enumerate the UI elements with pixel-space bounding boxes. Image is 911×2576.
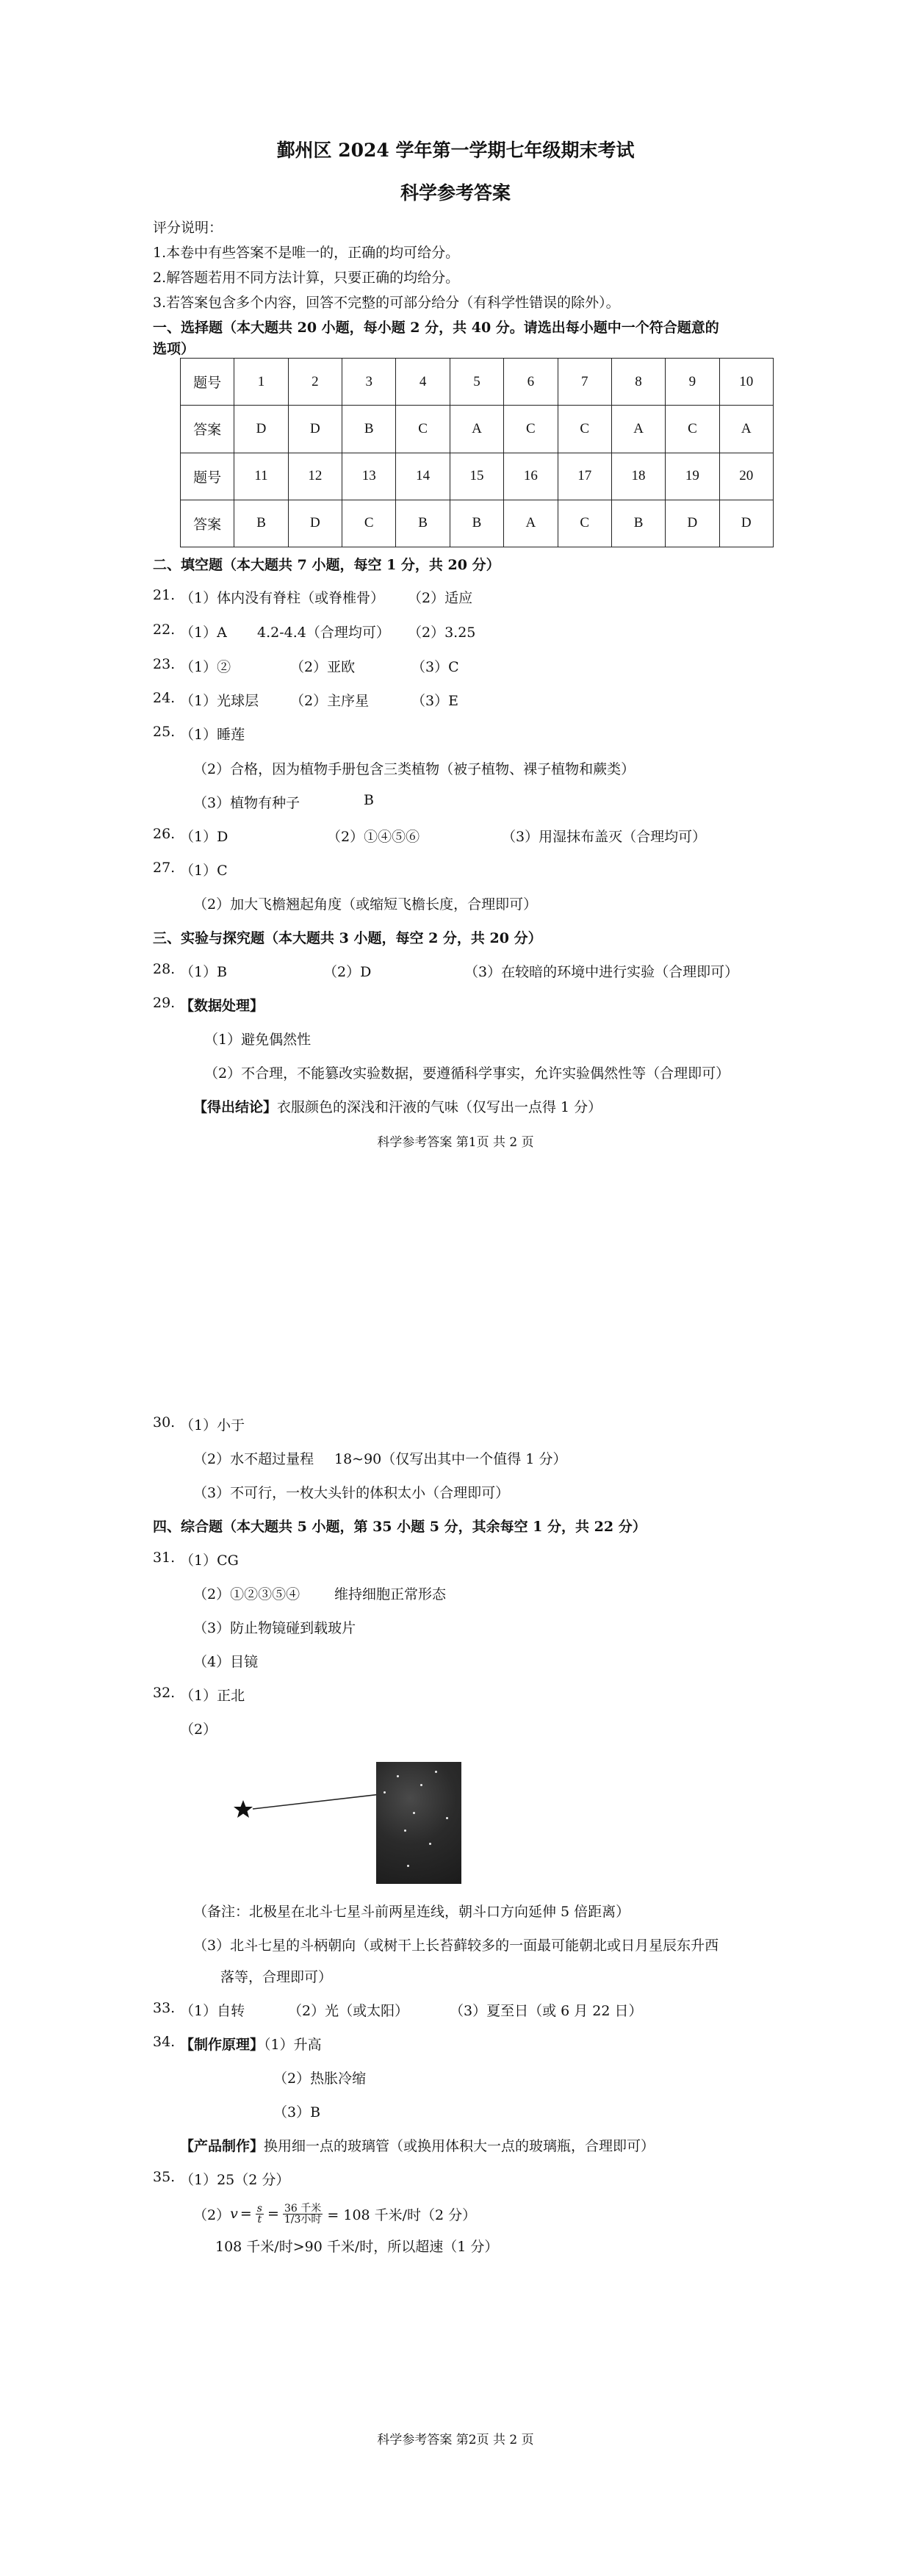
question-number: 9 bbox=[666, 359, 719, 406]
q26-answer-2: （2）①④⑤⑥ bbox=[327, 829, 420, 845]
q28-answer-3: （3）在较暗的环境中进行实验（合理即可） bbox=[464, 964, 739, 980]
q32-answer-3-cont: 落等，合理即可） bbox=[220, 1969, 333, 1985]
question-number: 2 bbox=[288, 359, 342, 406]
answer-cell: B bbox=[611, 500, 665, 547]
q34-answer-3: （3）B bbox=[273, 2104, 321, 2120]
question-number: 14 bbox=[396, 453, 450, 500]
answer-cell: C bbox=[558, 500, 611, 547]
q33-answer-1: （1）自转 bbox=[180, 2003, 245, 2019]
q26-answer-1: （1）D bbox=[180, 829, 228, 845]
q34-number: 34. bbox=[153, 2034, 176, 2050]
answer-cell: D bbox=[666, 500, 719, 547]
q35-number: 35. bbox=[153, 2169, 176, 2185]
question-number: 5 bbox=[450, 359, 503, 406]
note-1: 1.本卷中有些答案不是唯一的，正确的均可给分。 bbox=[153, 245, 460, 261]
answer-cell: D bbox=[288, 500, 342, 547]
equals-sign: = bbox=[267, 2206, 279, 2222]
q21-answer-2: （2）适应 bbox=[408, 590, 473, 606]
row-label: 题号 bbox=[181, 453, 234, 500]
q26-answer-3: （3）用湿抹布盖灭（合理均可） bbox=[502, 829, 707, 845]
q30-answer-2b: 18~90（仅写出其中一个值得 1 分） bbox=[334, 1451, 567, 1467]
q32-number: 32. bbox=[153, 1685, 176, 1701]
q26-number: 26. bbox=[153, 826, 176, 842]
q24-answer-3: （3）E bbox=[411, 693, 458, 709]
q23-number: 23. bbox=[153, 656, 176, 672]
note-3: 3.若答案包含多个内容，回答不完整的可部分给分（有科学性错误的除外）。 bbox=[153, 295, 620, 311]
doc-title: 鄞州区 2024 学年第一学期七年级期末考试 bbox=[276, 140, 635, 161]
q33-number: 33. bbox=[153, 2000, 176, 2016]
polaris-star-icon bbox=[234, 1800, 253, 1818]
fraction-numerator: 36 千米 bbox=[284, 2202, 322, 2215]
question-number: 18 bbox=[611, 453, 665, 500]
q22-answer-1: （1）A bbox=[180, 625, 227, 641]
fraction-numerator: s bbox=[256, 2202, 262, 2215]
note-2: 2.解答题若用不同方法计算，只要正确的均给分。 bbox=[153, 270, 460, 286]
section4-heading: 四、综合题（本大题共 5 小题，第 35 小题 5 分，其余每空 1 分，共 22 分） bbox=[153, 1519, 647, 1535]
q34-tag-production: 【产品制作】 bbox=[180, 2138, 264, 2154]
q27-answer-1: （1）C bbox=[180, 863, 228, 879]
q29-tag-data: 【数据处理】 bbox=[180, 998, 264, 1014]
q30-answer-1: （1）小于 bbox=[180, 1417, 245, 1433]
q28-number: 28. bbox=[153, 961, 176, 977]
question-number: 12 bbox=[288, 453, 342, 500]
question-number: 19 bbox=[666, 453, 719, 500]
row-label: 答案 bbox=[181, 500, 234, 547]
section1-heading-cont: 选项） bbox=[153, 341, 195, 357]
q33-answer-2: （2）光（或太阳） bbox=[288, 2003, 409, 2019]
big-dipper-photo bbox=[376, 1762, 461, 1884]
answer-cell: C bbox=[504, 406, 558, 453]
section1-heading: 一、选择题（本大题共 20 小题，每小题 2 分，共 40 分。请选出每小题中一个符合题意的 bbox=[153, 320, 719, 336]
table-row bbox=[181, 406, 774, 453]
answer-cell: A bbox=[611, 406, 665, 453]
pointer-line bbox=[253, 1794, 381, 1809]
q35-answer-2-result: = 108 千米/时（2 分） bbox=[327, 2206, 477, 2223]
q27-answer-2: （2）加大飞檐翘起角度（或缩短飞檐长度，合理即可） bbox=[193, 896, 538, 913]
answer-table bbox=[180, 358, 774, 547]
section3-heading: 三、实验与探究题（本大题共 3 小题，每空 2 分，共 20 分） bbox=[153, 930, 542, 946]
q30-answer-2: （2）水不超过量程 bbox=[193, 1451, 314, 1467]
q32-answer-1: （1）正北 bbox=[180, 1688, 245, 1704]
q29-answer-2: （2）不合理，不能篡改实验数据，要遵循科学事实，允许实验偶然性等（合理即可） bbox=[204, 1065, 730, 1082]
q28-answer-2: （2）D bbox=[323, 964, 372, 980]
fraction-s-over-t bbox=[256, 2203, 264, 2225]
question-number: 3 bbox=[342, 359, 396, 406]
q22-number: 22. bbox=[153, 622, 176, 638]
question-number: 8 bbox=[611, 359, 665, 406]
q34-answer-4: 换用细一点的玻璃管（或换用体积大一点的玻璃瓶，合理即可） bbox=[264, 2138, 655, 2154]
question-number: 20 bbox=[719, 453, 773, 500]
question-number: 1 bbox=[234, 359, 288, 406]
q23-answer-1: （1）② bbox=[180, 659, 231, 675]
q29-answer-3: 衣服颜色的深浅和汗液的气味（仅写出一点得 1 分） bbox=[277, 1099, 602, 1115]
q29-tag-conclusion: 【得出结论】 bbox=[193, 1099, 278, 1115]
q23-answer-3: （3）C bbox=[411, 659, 459, 675]
table-row bbox=[181, 359, 774, 406]
equals-sign: = bbox=[240, 2206, 252, 2222]
q35-answer-3: 108 千米/时>90 千米/时，所以超速（1 分） bbox=[215, 2239, 499, 2255]
q30-answer-3: （3）不可行，一枚大头针的体积太小（合理即可） bbox=[193, 1485, 510, 1501]
q34-tag-principle: 【制作原理】 bbox=[180, 2037, 264, 2053]
q32-note: （备注：北极星在北斗七星斗前两星连线，朝斗口方向延伸 5 倍距离） bbox=[193, 1904, 630, 1920]
answer-cell: D bbox=[719, 500, 773, 547]
q24-number: 24. bbox=[153, 690, 176, 706]
answer-cell: C bbox=[558, 406, 611, 453]
table-row bbox=[181, 500, 774, 547]
fraction-distance-over-time bbox=[283, 2203, 323, 2225]
q30-number: 30. bbox=[153, 1414, 176, 1431]
answer-cell: A bbox=[719, 406, 773, 453]
q33-answer-3: （3）夏至日（或 6 月 22 日） bbox=[450, 2003, 643, 2019]
q31-answer-4: （4）目镜 bbox=[193, 1654, 259, 1670]
q32-answer-3: （3）北斗七星的斗柄朝向（或树干上长苔藓较多的一面最可能朝北或日月星辰东升西 bbox=[193, 1938, 719, 1954]
q31-number: 31. bbox=[153, 1550, 176, 1566]
answer-cell: B bbox=[234, 500, 288, 547]
q28-answer-1: （1）B bbox=[180, 964, 228, 980]
answer-cell: C bbox=[396, 406, 450, 453]
q34-answer-1: （1）升高 bbox=[264, 2037, 322, 2053]
velocity-symbol: v bbox=[230, 2206, 238, 2222]
q31-answer-3: （3）防止物镜碰到载玻片 bbox=[193, 1620, 356, 1636]
question-number: 17 bbox=[558, 453, 611, 500]
table-row bbox=[181, 453, 774, 500]
q35-answer-2-prefix: （2） bbox=[193, 2206, 231, 2223]
q31-answer-2: （2）①②③⑤④ bbox=[193, 1586, 300, 1602]
q21-number: 21. bbox=[153, 587, 176, 603]
q27-number: 27. bbox=[153, 860, 176, 876]
q25-answer-3: （3）植物有种子 bbox=[193, 795, 300, 811]
q25-answer-1: （1）睡莲 bbox=[180, 727, 245, 743]
q31-answer-2b: 维持细胞正常形态 bbox=[334, 1586, 447, 1602]
q25-answer-3b: B bbox=[364, 792, 374, 808]
row-label: 题号 bbox=[181, 359, 234, 406]
q29-answer-1: （1）避免偶然性 bbox=[204, 1032, 312, 1048]
notes-heading: 评分说明： bbox=[153, 220, 223, 236]
question-number: 16 bbox=[504, 453, 558, 500]
question-number: 15 bbox=[450, 453, 503, 500]
page-footer-2: 科学参考答案 第2页 共 2 页 bbox=[377, 2433, 534, 2447]
answer-cell: D bbox=[288, 406, 342, 453]
answer-cell: A bbox=[504, 500, 558, 547]
q34-answer-2: （2）热胀冷缩 bbox=[273, 2070, 367, 2087]
question-number: 7 bbox=[558, 359, 611, 406]
question-number: 6 bbox=[504, 359, 558, 406]
q35-formula bbox=[193, 2199, 476, 2228]
page-footer-1: 科学参考答案 第1页 共 2 页 bbox=[377, 1135, 534, 1150]
row-label: 答案 bbox=[181, 406, 234, 453]
doc-subtitle: 科学参考答案 bbox=[400, 182, 511, 204]
question-number: 10 bbox=[719, 359, 773, 406]
q24-answer-2: （2）主序星 bbox=[290, 693, 370, 709]
fraction-denominator: 1/3小时 bbox=[284, 2213, 322, 2226]
answer-cell: C bbox=[342, 500, 396, 547]
q31-answer-1: （1）CG bbox=[180, 1553, 239, 1569]
q23-answer-2: （2）亚欧 bbox=[290, 659, 356, 675]
section2-heading: 二、填空题（本大题共 7 小题，每空 1 分，共 20 分） bbox=[153, 557, 500, 573]
answer-cell: B bbox=[342, 406, 396, 453]
q35-answer-1: （1）25（2 分） bbox=[180, 2172, 290, 2188]
q25-number: 25. bbox=[153, 724, 176, 740]
q24-answer-1: （1）光球层 bbox=[180, 693, 259, 709]
q22-answer-2: （2）3.25 bbox=[408, 625, 476, 641]
question-number: 13 bbox=[342, 453, 396, 500]
q29-number: 29. bbox=[153, 995, 176, 1011]
question-number: 4 bbox=[396, 359, 450, 406]
question-number: 11 bbox=[234, 453, 288, 500]
answer-cell: D bbox=[234, 406, 288, 453]
answer-cell: C bbox=[666, 406, 719, 453]
q25-answer-2: （2）合格，因为植物手册包含三类植物（被子植物、裸子植物和蕨类） bbox=[193, 761, 635, 777]
q32-answer-2: （2） bbox=[180, 1721, 217, 1738]
q21-answer-1: （1）体内没有脊柱（或脊椎骨） bbox=[180, 590, 385, 606]
fraction-denominator: t bbox=[257, 2213, 262, 2226]
q22-answer-1b: 4.2-4.4（合理均可） bbox=[257, 625, 390, 641]
answer-cell: B bbox=[450, 500, 503, 547]
answer-cell: B bbox=[396, 500, 450, 547]
answer-cell: A bbox=[450, 406, 503, 453]
